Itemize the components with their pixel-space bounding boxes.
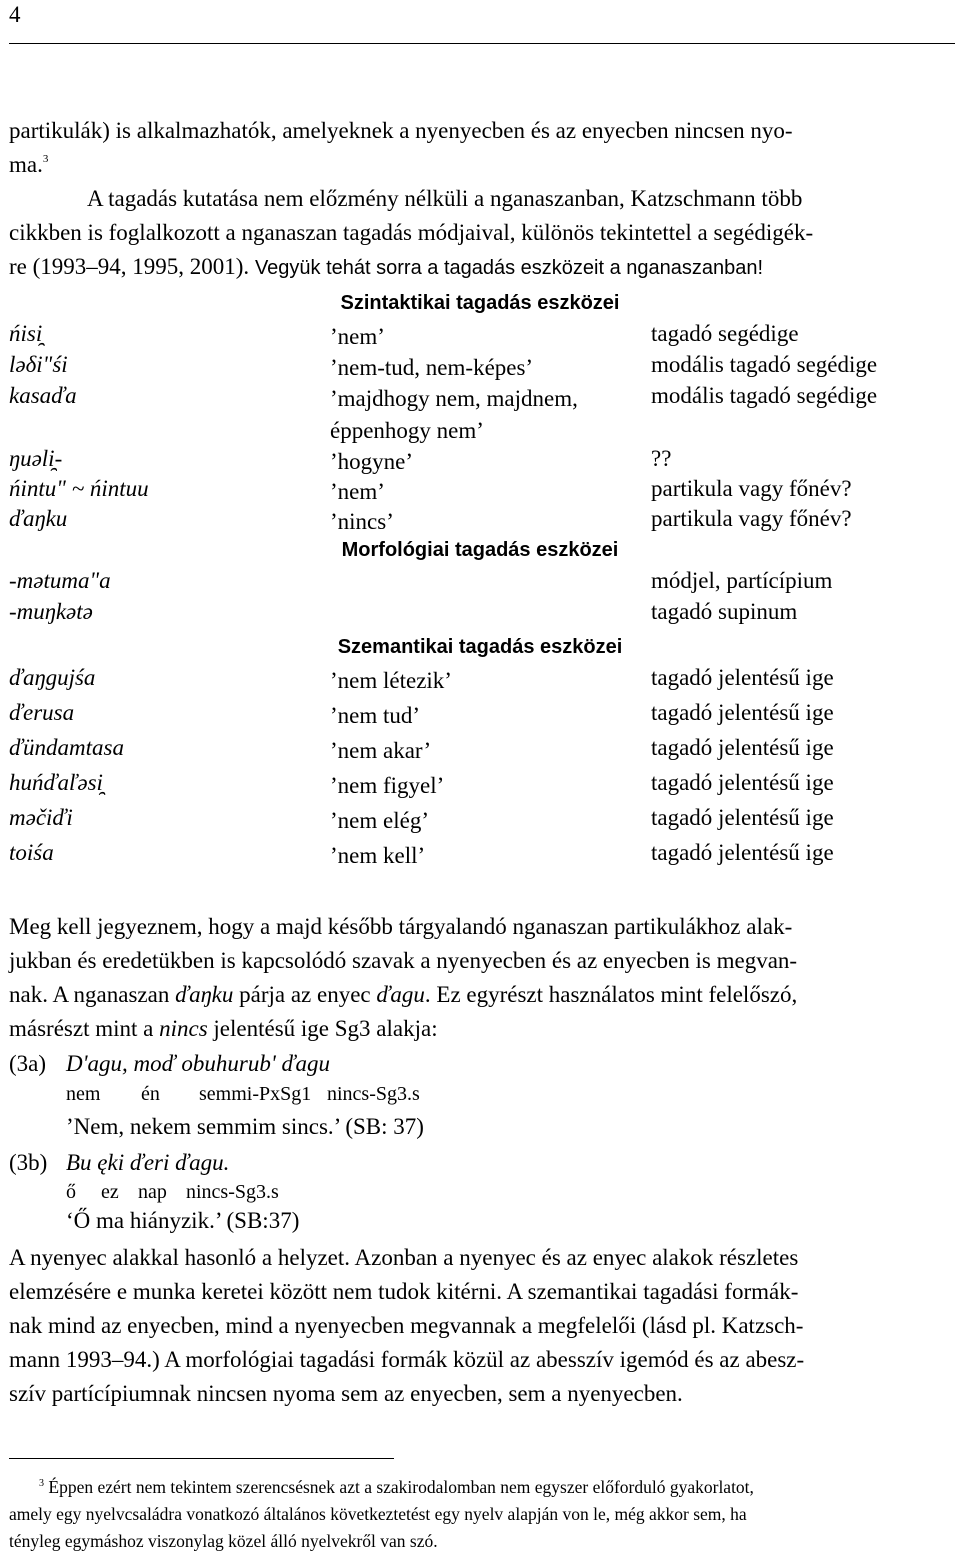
footnote-line-3: tényleg egymáshoz viszonylag közel álló nyelvekről van szó.	[9, 1531, 438, 1551]
syntactic-heading: Szintaktikai tagadás eszközei	[340, 292, 620, 314]
intro-line-2: ma.$^3$	[9, 152, 49, 177]
form: -mətuma"a	[9, 568, 111, 593]
intro-line-4: cikkben is foglalkozott a nganaszan tagadás módjaival, különös tekintettel a segédigék-	[9, 220, 814, 245]
gloss: ’nem akar’	[330, 738, 432, 763]
gloss-word: nap	[138, 1181, 167, 1203]
note: tagadó supinum	[651, 599, 798, 624]
syntactic-row	[0, 383, 960, 413]
form: ďaŋgujśa	[9, 665, 96, 690]
form: toiśa	[9, 840, 54, 865]
form: kasaďa	[9, 383, 77, 408]
example-label: (3a)	[9, 1051, 47, 1076]
note: tagadó segédige	[651, 321, 799, 346]
form: ďerusa	[9, 700, 75, 725]
body-line-4: másrészt mint a nincs jelentésű ige Sg3 alakja:	[9, 1016, 438, 1041]
body-line-1: Meg kell jegyeznem, hogy a majd később tárgyalandó nganaszan partikulákhoz alak-	[9, 914, 793, 939]
semantic-row	[0, 805, 960, 835]
example-source: D'agu, moď obuhurub' ďagu	[66, 1051, 330, 1076]
gloss-word: ő	[66, 1181, 76, 1203]
gloss: ’nem létezik’	[330, 668, 452, 693]
syntactic-row	[0, 352, 960, 382]
semantic-row	[0, 700, 960, 730]
page-number: 4	[9, 2, 21, 27]
note: partikula vagy főnév?	[651, 506, 852, 531]
morphological-row	[0, 599, 960, 629]
semantic-row	[0, 840, 960, 870]
footnote	[9, 1474, 953, 1555]
gloss-word: nincs-Sg3.s	[186, 1181, 279, 1203]
syntactic-row	[0, 506, 960, 536]
footnote-ref[interactable]: 3	[42, 153, 49, 165]
note: partikula vagy főnév?	[651, 476, 852, 501]
gloss-word: én	[141, 1083, 160, 1105]
body-line-3: nak. A nganaszan ďaŋku párja az enyec ďagu. Ez egyrészt használatos mint felelőszó,	[9, 982, 798, 1007]
form: -muŋkətə	[9, 599, 93, 624]
gloss: éppenhogy nem’	[330, 418, 484, 443]
closing-paragraph	[9, 1241, 953, 1411]
gloss: ’nem’	[330, 479, 385, 504]
footnote-rule	[9, 1458, 394, 1459]
semantic-row	[0, 665, 960, 695]
closing-line-5: szív partícípiumnak nincsen nyoma sem az enyecben, sem a nyenyecben.	[9, 1381, 683, 1406]
closing-line-1: A nyenyec alakkal hasonló a helyzet. Azonban a nyenyec és az enyec alakok részletes	[9, 1245, 799, 1270]
gloss-word: semmi-PxSg1	[199, 1083, 312, 1105]
form: ləδi"śi	[9, 352, 68, 377]
example-translation: ‘Ő ma hiányzik.’ (SB:37)	[66, 1208, 300, 1233]
example-translation: ’Nem, nekem semmim sincs.’ (SB: 37)	[66, 1114, 424, 1139]
morphological-row	[0, 568, 960, 598]
body-paragraph	[9, 910, 953, 1046]
gloss: ’nincs’	[330, 509, 394, 534]
footnote-line-1: $^3$ Éppen ezért nem tekintem szerencsésnek azt a szakirodalomban nem egyszer előforduló gyakorlatot,	[39, 1477, 754, 1497]
body-line-2: jukban és eredetükben is kapcsolódó szavak a nyenyecben és az enyecben is megvan-	[9, 948, 798, 973]
example-label: (3b)	[9, 1150, 48, 1175]
gloss: ’nem’	[330, 324, 385, 349]
intro-line-5: re (1993–94, 1995, 2001). Vegyük tehát sorra a tagadás eszközeit a nganaszanban!	[9, 254, 764, 279]
note: tagadó jelentésű ige	[651, 770, 834, 795]
syntactic-row-continuation	[0, 415, 960, 445]
note: módjel, partícípium	[651, 568, 833, 593]
gloss: ’nem figyel’	[330, 773, 445, 798]
note: modális tagadó segédige	[651, 352, 878, 377]
form: huńďaľəsi̯	[9, 770, 103, 795]
syntactic-row	[0, 446, 960, 476]
closing-line-2: elemzésére e munka keretei között nem tudok kitérni. A szemantikai tagadási formák-	[9, 1279, 799, 1304]
intro-paragraph	[9, 114, 953, 285]
gloss: ’nem-tud, nem-képes’	[330, 355, 534, 380]
semantic-heading: Szemantikai tagadás eszközei	[337, 636, 623, 658]
note: modális tagadó segédige	[651, 383, 878, 408]
closing-line-4: mann 1993–94.) A morfológiai tagadási formák közül az abesszív igemód és az abesz-	[9, 1347, 805, 1372]
closing-line-3: nak mind az enyecben, mind a nyenyecben megvannak a megfelelői (lásd pl. Katzsch-	[9, 1313, 804, 1338]
gloss-word: nincs-Sg3.s	[327, 1083, 420, 1105]
gloss: ’nem elég’	[330, 808, 429, 833]
form: ďaŋku	[9, 506, 68, 531]
note: tagadó jelentésű ige	[651, 665, 834, 690]
gloss: ’majdhogy nem, majdnem,	[330, 386, 578, 411]
gloss: ’nem tud’	[330, 703, 421, 728]
morphological-heading: Morfológiai tagadás eszközei	[341, 539, 619, 561]
gloss-word: nem	[66, 1083, 101, 1105]
example-source: Bu ęki ďeri ďagu.	[66, 1150, 230, 1175]
semantic-row	[0, 735, 960, 765]
intro-line-3: A tagadás kutatása nem előzmény nélküli a nganaszanban, Katzschmann több	[87, 186, 803, 211]
gloss: ’hogyne’	[330, 449, 414, 474]
form: ŋuəli̯-	[9, 446, 63, 471]
syntactic-row	[0, 321, 960, 351]
form: məčiďi	[9, 805, 73, 830]
syntactic-row	[0, 476, 960, 506]
footnote-line-2: amely egy nyelvcsaládra vonatkozó általános következtetést egy nyelv alapján von le, még akkor sem, ha	[9, 1504, 747, 1524]
note: tagadó jelentésű ige	[651, 735, 834, 760]
semantic-row	[0, 770, 960, 800]
note: tagadó jelentésű ige	[651, 840, 834, 865]
form: ďündamtasa	[9, 735, 124, 760]
footnote-mark: 3	[39, 1478, 44, 1489]
note: tagadó jelentésű ige	[651, 700, 834, 725]
form: ńintu" ~ ńintuu	[9, 476, 149, 501]
gloss: ’nem kell’	[330, 843, 426, 868]
note: ??	[651, 446, 672, 471]
intro-line-1: partikulák) is alkalmazhatók, amelyeknek a nyenyecben és az enyecben nincsen nyo-	[9, 118, 793, 143]
gloss-word: ez	[101, 1181, 119, 1203]
form: ńisi̯	[9, 321, 43, 346]
header-rule	[9, 43, 955, 44]
note: tagadó jelentésű ige	[651, 805, 834, 830]
